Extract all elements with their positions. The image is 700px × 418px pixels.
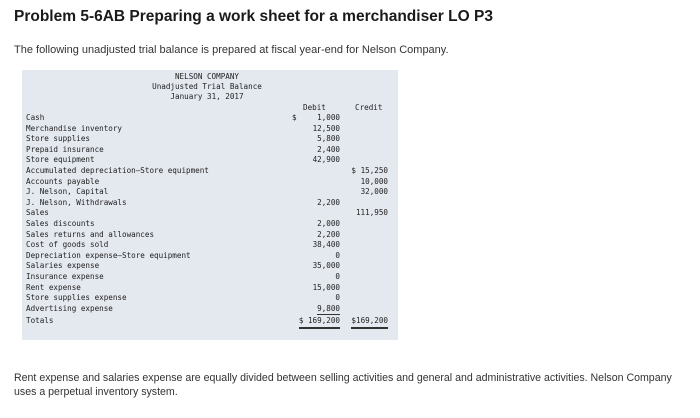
account-name: Accumulated depreciation—Store equipment [26,166,209,175]
footer-note: Rent expense and salaries expense are equally divided between selling activities and general and administrative activities. Nelson Company uses a perpetual inventory system. [14,372,672,398]
account-name: Depreciation expense—Store equipment [26,250,191,260]
credit-amount: 111,950 [355,208,388,218]
totals-credit: $169,200 [351,316,388,329]
totals-debit: $ 169,200 [299,316,340,329]
dollar-sign: $ [292,113,297,122]
problem-title: Problem 5-6AB Preparing a work sheet for a merchandiser LO P3 [14,8,493,25]
debit-header: Debit [303,103,326,112]
account-name: Store equipment [26,155,95,165]
account-name: Sales returns and allowances [26,229,155,239]
table-row [26,251,392,262]
credit-amount: 32,000 [360,187,388,197]
trial-balance-image [22,70,398,340]
totals-label: Totals [26,316,54,326]
account-name: Salaries expense [26,261,100,271]
account-name: Prepaid insurance [26,144,104,154]
debit-amount: 0 [335,272,340,281]
table-row [26,145,392,156]
company-name: NELSON COMPANY [174,72,239,81]
table-row [26,240,392,251]
statement-date: January 31, 2017 [170,92,244,101]
debit-amount: 0 [335,293,340,303]
debit-amount: 2,000 [317,219,340,228]
account-name: Sales [26,208,49,218]
table-row [26,261,392,272]
debit-amount: 38,400 [312,240,340,250]
debit-amount: 5,800 [317,134,340,144]
account-name: J. Nelson, Capital [26,187,109,197]
debit-amount: 1,000 [317,113,340,122]
credit-amount: $ 15,250 [351,166,388,175]
account-name: Store supplies expense [26,293,127,303]
account-name: Insurance expense [26,272,104,281]
table-row [26,124,392,135]
table-row [26,166,392,177]
table-row [26,283,392,294]
debit-amount: 15,000 [312,282,340,292]
debit-amount: 35,000 [312,261,340,271]
table-row [26,219,392,230]
credit-header: Credit [355,103,383,112]
table-row [26,293,392,304]
debit-amount: 2,400 [317,144,340,154]
account-name: Accounts payable [26,176,100,186]
account-name: Sales discounts [26,219,95,228]
table-row [26,198,392,209]
table-row [26,177,392,188]
debit-amount: 0 [335,250,340,260]
table-row [26,155,392,166]
account-name: Cash [26,113,45,122]
table-row [26,304,392,315]
table-row [26,208,392,219]
debit-amount: 42,900 [312,155,340,165]
intro-text: The following unadjusted trial balance is prepared at fiscal year-end for Nelson Company. [14,44,449,56]
account-name: Store supplies [26,134,91,144]
table-row [26,230,392,241]
statement-name: Unadjusted Trial Balance [152,82,262,91]
account-name: J. Nelson, Withdrawals [26,197,127,207]
table-row [26,113,392,124]
credit-amount: 10,000 [360,176,388,186]
debit-amount: 2,200 [317,229,340,239]
debit-amount: 9,800 [317,304,340,316]
account-name: Rent expense [26,282,81,292]
account-name: Merchandise inventory [26,123,123,133]
table-row [26,134,392,145]
account-name: Cost of goods sold [26,240,109,250]
account-name: Advertising expense [26,303,113,313]
table-row [26,272,392,283]
debit-amount: 12,500 [312,123,340,133]
totals-row [26,316,392,327]
debit-amount: 2,200 [317,197,340,207]
table-row [26,187,392,198]
